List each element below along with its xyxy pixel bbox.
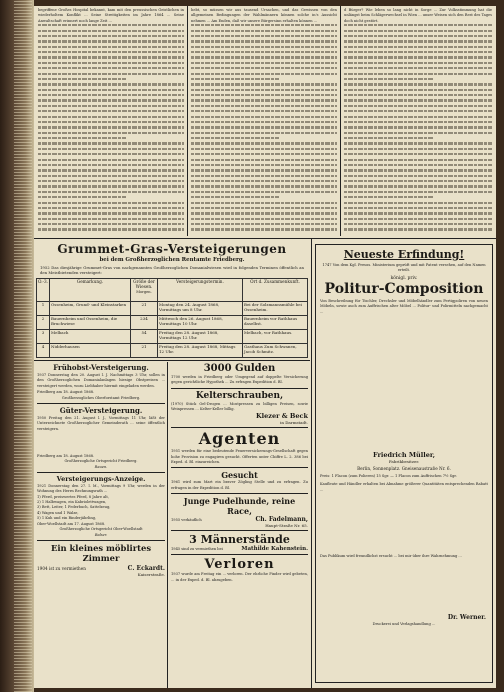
politur-advertisement [315,244,493,683]
text-line [38,132,184,134]
text-line [38,185,184,187]
row-gemarkung: Ossenheim, Grund- und Kleinstarken [50,301,131,315]
maenner-title: 3 Männerstände [189,533,290,547]
row-ort: Gasthaus Zum Schwanen, Jacob Schmitz. [243,343,308,357]
text-line [38,30,184,32]
row-ort: Bei der Solzmannsmühle bei Ossenheim. [243,301,308,315]
text-line [191,46,337,48]
section-rule [34,360,310,361]
text-line [191,78,279,80]
text-line [38,202,184,204]
article-col-2 [191,8,337,236]
text-line [191,116,337,118]
text-line [344,159,492,161]
text-line [38,56,184,58]
text-line [191,159,337,161]
text-line [344,164,492,166]
text-line [38,212,184,214]
text-line [344,228,492,230]
fruehobst-signature: Großherzogliches Oberforstamt Friedberg. [61,395,141,400]
text-line [191,169,337,171]
text-line [191,132,337,134]
politur-title: Politur-Composition [324,280,484,297]
book-binding [0,0,34,692]
text-line [38,196,126,198]
neu-title: Neueste Erfindung! [343,248,465,261]
text-line [191,137,279,139]
text-line [344,99,492,101]
text-line [344,202,492,204]
divider [171,388,308,389]
agenten-title: Agenten [198,429,281,449]
verloren-title: Verloren [204,557,275,573]
text-line [38,67,184,69]
text-line [344,207,492,209]
text-line [38,24,184,26]
text-line [191,148,337,150]
text-line [38,83,184,85]
col-header-no: O.-3. [37,278,50,301]
text-line [344,132,492,134]
text-line [344,223,492,225]
row-size: 21 [131,301,158,315]
politur-firm-sub: Fabrikbesitzer. [388,458,420,464]
anzeige-item: 2) 1 Halbwagen, ein Kabriolettwagen, [37,500,107,505]
text-line [191,94,337,96]
size-unit: Morgen. [136,289,152,294]
text-line [344,175,492,177]
text-line [191,83,337,85]
text-line [191,153,337,155]
divider [171,467,308,468]
text-line [38,223,184,225]
text-line [344,40,492,42]
row-ort: Melbach, vor Rathhaus. [243,329,308,343]
fruehobst-date: Friedberg am 18. August 1868. [37,390,95,395]
maenner-name: Mathilde Kahenstein. [241,546,308,553]
text-line [38,116,184,118]
text-line [191,89,337,91]
article-col-1-text: begriffene Großes Hospital bekannt, kam mit den preussischen Geistlichen in wiederholtem Konflikt ... Seine Streitigkeiten im Jahre 1864 ... Seine Anwaltschaft erinnert noch lange Zeit ... [38,8,184,23]
text-line [191,202,337,204]
article-col-1 [38,8,184,236]
verloren-text: 1937 wurde am Freitag ein ... verloren. Der ehrliche Finder wird gebeten, ... in der Exped. d. Bl. abzugeben. [171,572,308,582]
row-no: 3 [37,329,50,343]
text-line [38,169,184,171]
text-line [191,142,337,144]
row-gemarkung: Melbach [50,329,131,343]
col-header-gemarkung: Gemarkung. [50,278,131,301]
text-line [191,110,337,112]
row-termin: Freitag den 28. August 1868, Vormittags 12 Uhr. [158,329,243,343]
text-line [344,148,492,150]
left-lower-column [37,363,165,685]
divider [171,493,308,494]
anzeige-item: 1) Pferd, preiswertes Pferd, 8 Jahre alt, [37,494,109,499]
column-divider [187,6,188,236]
row-termin: Montag den 24. August 1868, Vormittags um 8 Uhr. [158,301,243,315]
text-line [38,46,184,48]
row-gemarkung: Bauernheim und Ossenheim, die Bruchwiese [50,315,131,329]
row-size: 21 [131,343,158,357]
price-line: Preis: 1 Flacon (zum Polieren) 15 Sgr. — 1 Flacon zum Auffrischen 7½ Sgr. [320,473,457,478]
text-line [344,67,492,69]
text-line [191,180,337,182]
anzeige-item: 4) Wagen und 1 Walze, [37,510,79,515]
article-col-3-filler [344,24,492,230]
gesucht-text: 1961 wird zum Mart ein braver Zögling Stelle und zu erfragen. Zu erfragen in der Expedition d. Bl. [171,480,308,490]
text-line [344,185,492,187]
row-termin: Freitag den 28. August 1868, Mittags 12 Uhr. [158,343,243,357]
gueter-title: Güter-Versteigerung. [59,405,143,415]
text-line [344,110,492,112]
text-line [191,67,337,69]
text-line [191,212,337,214]
anzeige-name: Balser. [94,532,108,537]
col-header-ort: Ort d. Zusammenkunft. [243,278,308,301]
kelter-firm: Klezer & Beck [256,412,308,421]
pudel-name: Ch. Fadelmann, [255,515,308,523]
text-line [38,180,184,182]
text-line [344,62,492,64]
text-line [38,105,184,107]
text-line [344,56,492,58]
divider [37,472,165,473]
text-line [191,62,337,64]
gueter-text: 1950 Freitag den 21. August l. J., Vormittags 11 Uhr, läßt der Unterzeichnete Großherzoglicher Gemeinderath ... seine öffentlich versteigern. [37,415,165,431]
row-no: 4 [37,343,50,357]
text-line [191,121,337,123]
zimmer-name: C. Eckardt. [127,564,165,572]
text-line [38,175,184,177]
text-line [191,99,337,101]
row-termin: Mittwoch den 26. August 1868, Vormittags 10 Uhr. [158,315,243,329]
row-ort: Bauernheim vor Rathhaus daselbst. [243,315,308,329]
anzeige-signature: Großherzogliche Ortsgericht Ober-Woellstadt [59,527,143,532]
text-line [38,51,184,53]
text-line [344,51,492,53]
column-divider [311,239,312,688]
agenten-text: 1951 werden für eine bedeutende Feuerversicherungs-Gesellschaft gegen hohe Provision zu engagiren gesucht. Offerten unter Chiffre L. 2. 386 bei Exped. d. Bl. einzureichen. [171,449,308,465]
text-line [344,218,492,220]
text-line [344,121,492,123]
text-line [191,228,337,230]
text-line [38,228,184,230]
text-line [38,126,184,128]
pudel-addr: Haupt-Straße Nr. 65. [265,523,308,529]
patent-label: königl. priv. [390,275,418,281]
row-size: 234 [131,315,158,329]
text-line [344,212,492,214]
article-col-2-text: hebt, so müssen wir aus tausend Ursachen, und das Gewissen von den allgemeinen Bedingungen der Wahlmännern können solche in's Aussicht nehmen ... Am Enden, daß wir unsere Bürgersinn erhalten können ... [191,8,337,23]
text-line [38,153,184,155]
article-col-3 [344,8,492,236]
kelter-text: (1970) Stück Oel-Drogen ... Mostpressen zu billigen Preisen, sowie Weinpressen ... Kelter-Keller billig. [171,401,308,412]
text-line [344,46,492,48]
dealer-text: Kaufleute und Händler erhalten bei Abnahme größerer Quantitäten entsprechenden Rabatt ... [320,482,488,492]
article-col-3-text: d Bürger? Wie leben so lang nicht in Sorge ... Zur Volksstimmung hat die unlängst beim Schlägerwechsel in Wien ... unser Weisen sich den Rest des Tages doch nicht gestört. [344,8,492,23]
gesucht-title: Gesucht [221,470,258,481]
auction-title: Grummet-Gras-Versteigerungen [57,242,287,256]
text-line [38,218,184,220]
auction-row [37,301,308,315]
text-line [344,142,492,144]
text-line [38,121,184,123]
text-line [191,56,337,58]
text-line [191,40,337,42]
text-line [191,73,337,75]
neu-registration: 1747 Von dem Kgl. Preuss. Ministerium geprüft und mit Patent versehen, auf den Namen erteilt. [322,263,486,273]
text-line [344,73,492,75]
maenner-line [171,546,308,552]
col-header-size-label: Größe der Wiesen. [133,278,155,289]
gulden-title: 3000 Gulden [203,363,276,374]
divider [171,530,308,531]
text-line [191,126,337,128]
zimmer-place: Kaiserstraße. [137,571,165,577]
politur-text: Von Beschreibung für Tischler, Drechsler und Möbelhändler zum Fertigpoliren von neuen Möbeln, sowie auch zum Auffrischen alter Möbel ... Politur- und Polirmitteln nachgemacht ... [320,298,488,314]
text-line [191,24,337,26]
section-rule [34,238,496,239]
text-line [344,24,492,26]
text-line [38,137,126,139]
fruehobst-text: 1937 Donnerstag den 20. August l. J. Nachmittags 3 Uhr, sollen in den Großherzoglichen Domanialanlagen hiesige Obstpreisen ... versteigert werden, wozu Liebhaber hiermit eingeladen werden. [37,373,165,388]
zimmer-text: 1904 ist zu vermiethen [37,565,86,571]
row-gemarkung: Nidderhausen [50,343,131,357]
gueter-name: Rauen. [94,464,108,469]
text-line [344,94,492,96]
text-line [191,175,337,177]
politur-firm: Friedrich Müller, [372,450,436,459]
maenner-text: 1945 sind zu vermiethen bei [171,547,223,552]
text-line [38,94,184,96]
gueter-date: Friedberg am 18. August 1868. [37,453,95,458]
text-line [191,51,337,53]
anzeige-item: 3) Bett, Leiter, 1 Federbuch, Sattelzeug, [37,505,111,510]
middle-lower-column [171,363,308,685]
text-line [344,35,492,37]
text-line [344,89,492,91]
text-line [38,35,184,37]
text-line [344,30,492,32]
divider [171,427,308,428]
text-line [191,191,337,193]
text-line [191,223,337,225]
gulden-text: 1700 werden in Friedberg oder Umgegend auf doppelte Versicherung gegen gerichtliche Hypothek ... Zu erfragen Expedition d. Bl. [171,375,308,385]
auction-table [36,278,308,358]
row-no: 1 [37,301,50,315]
col-header-size [131,278,158,301]
zimmer-line [37,565,165,572]
text-line [344,116,492,118]
anzeige-item: 5) 1 Kuh und ein Rinderjährling, [37,516,97,521]
auction-subtitle: bei dem Großherzoglichen Rentamte Friedberg. [99,257,245,263]
text-line [38,89,184,91]
text-line [191,218,337,220]
text-line [191,105,337,107]
auction-row [37,343,308,357]
text-line [38,142,184,144]
auction-row [37,315,308,329]
text-line [344,137,433,139]
divider [37,403,165,404]
text-line [38,164,184,166]
anzeige-date: Ober-Woellstadt am 17. August 1868. [37,521,106,526]
divider [171,554,308,555]
anzeige-text: 1921 Donnerstag den 27. l. M., Vormittags 9 Uhr, werden in der Wohnung des Herrn Rechnungsrath ... [37,483,165,494]
text-line [191,35,337,37]
pudel-title: Junge Pudelhunde, reine Race, [183,495,296,516]
row-size: 54 [131,329,158,343]
column-divider [167,362,168,688]
zimmer-title: Ein kleines möblirtes Zimmer [50,542,152,563]
kelter-place: in Darmstadt. [280,420,308,426]
text-line [344,196,433,198]
text-line [191,164,337,166]
text-line [344,126,492,128]
text-line [344,169,492,171]
gueter-signature: Großherzogliche Ortsgericht Friedberg. [64,459,138,464]
text-line [38,73,184,75]
text-line [38,159,184,161]
text-line [344,191,492,193]
text-line [344,83,492,85]
pudel-line [171,516,308,523]
col-header-termin: Versteigerungstermin. [158,278,243,301]
text-line [38,207,184,209]
politur-addr: Berlin, Sonnenplatz. Gneisenaustraße Nr. 6. [357,465,451,471]
kelter-title: Kelterschrauben, [195,390,284,401]
anzeige-title: Versteigerungs-Anzeige. [56,474,146,483]
text-line [38,110,184,112]
article-col-2-filler [191,24,337,230]
article-col-1-filler [38,24,184,230]
text-line [344,180,492,182]
auction-notice [36,242,308,358]
text-line [191,207,337,209]
text-line [344,153,492,155]
text-line [38,78,126,80]
text-line [38,62,184,64]
closing-text: Das Publikum wird freundlichst ersucht ... bei mir über ihre Wahrnehmung ... [320,554,462,559]
column-divider [340,6,341,236]
row-no: 2 [37,315,50,329]
text-line [191,30,337,32]
text-line [344,105,492,107]
newspaper-page [34,6,496,688]
fruehobst-title: Frühobst-Versteigerung. [53,363,149,372]
divider [37,540,165,541]
auction-row [37,329,308,343]
footer-line: Druckerei und Verlagshandlung ... [372,622,436,627]
auction-intro: 1952 Das diesjährige Grummet-Gras von nachgenannten Großherzoglichen Domanialwiesen wird in folgenden Terminen öffentlich an den Meistbietenden versteigert: [40,265,304,276]
text-line [191,196,279,198]
text-line [344,78,433,80]
text-line [38,99,184,101]
pudel-text: 1955 verkäuflich [171,517,202,522]
text-line [38,148,184,150]
text-line [38,40,184,42]
text-line [191,185,337,187]
text-line [38,191,184,193]
sign-name: Dr. Werner. [447,614,486,622]
